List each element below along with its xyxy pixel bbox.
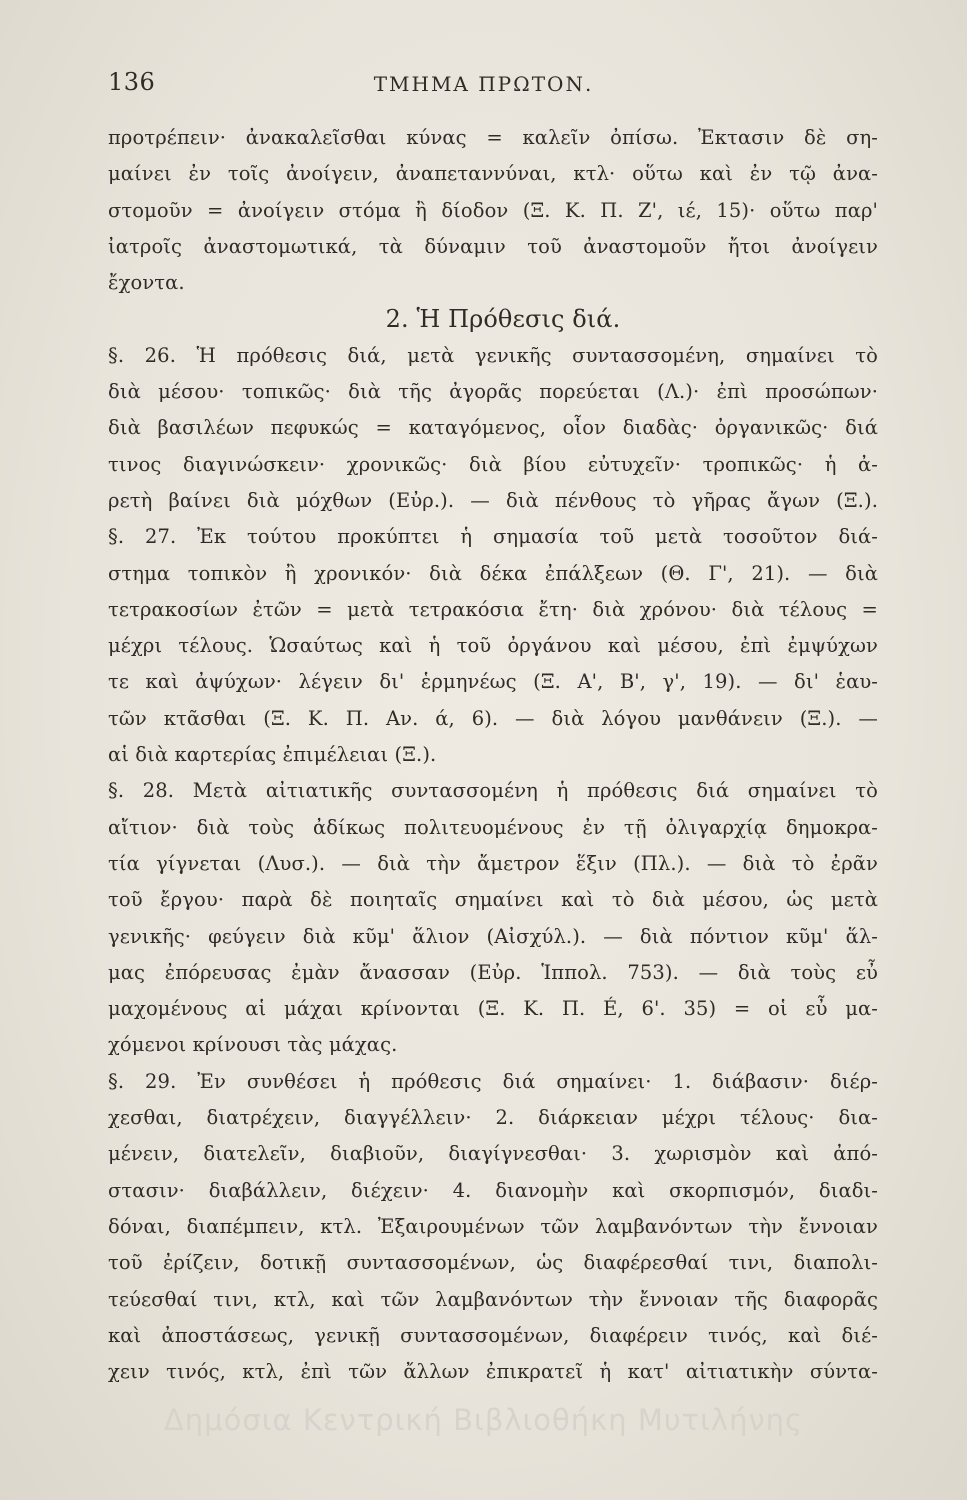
- text-line: ρετὴ βαίνει διὰ μόχθων (Εὐρ.). — διὰ πένθους τὸ γῆρας ἄγων (Ξ.).: [108, 488, 878, 512]
- text-line: ἔχοντα.: [108, 271, 185, 295]
- text-line: καὶ ἀποστάσεως, γενικῇ συντασσομένων, διαφέρειν τινός, καὶ διέ-: [108, 1323, 878, 1347]
- text-line: τετρακοσίων ἐτῶν = μετὰ τετρακόσια ἔτη· διὰ χρόνου· διὰ τέλους =: [108, 597, 878, 621]
- text-line: τοῦ ἐρίζειν, δοτικῇ συντασσομένων, ὡς διαφέρεσθαί τινι, διαπολι-: [108, 1251, 878, 1275]
- text-line: μένειν, διατελεῖν, διαβιοῦν, διαγίγνεσθαι· 3. χωρισμὸν καὶ ἀπό-: [108, 1142, 878, 1166]
- text-line: διὰ βασιλέων πεφυκώς = καταγόμενος, οἷον διαδὰς· ὀργανικῶς· διά: [108, 416, 878, 440]
- text-line: στομοῦν = ἀνοίγειν στόμα ἢ δίοδον (Ξ. Κ. Π. Ζ', ιέ, 15)· οὕτω παρ': [108, 198, 878, 222]
- text-line: μαίνει ἐν τοῖς ἀνοίγειν, ἀναπεταννύναι, κτλ· οὕτω καὶ ἐν τῷ ἀνα-: [108, 162, 878, 186]
- text-line: μας ἐπόρευσας ἐμὰν ἄνασσαν (Εὐρ. Ἱππολ. 753). — διὰ τοὺς εὖ: [108, 960, 878, 984]
- text-line: τεύεσθαί τινι, κτλ, καὶ τῶν λαμβανόντων τὴν ἔννοιαν τῆς διαφορᾶς: [108, 1287, 878, 1311]
- text-line: δόναι, διαπέμπειν, κτλ. Ἐξαιρουμένων τῶν λαμβανόντων τὴν ἔννοιαν: [108, 1214, 878, 1238]
- text-line: τε καὶ ἀψύχων· λέγειν δι' ἑρμηνέως (Ξ. Α', Β', γ', 19). — δι' ἑαυ-: [108, 670, 878, 694]
- text-line: γενικῆς· φεύγειν διὰ κῦμ' ἅλιον (Αἰσχύλ.). — διὰ πόντιον κῦμ' ἅλ-: [108, 924, 878, 948]
- text-line: ἰατροῖς ἀναστομωτικά, τὰ δύναμιν τοῦ ἀναστομοῦν ἤτοι ἀνοίγειν: [108, 234, 878, 258]
- text-line: αἱ διὰ καρτερίας ἐπιμέλειαι (Ξ.).: [108, 743, 437, 767]
- text-line: χειν τινός, κτλ, ἐπὶ τῶν ἄλλων ἐπικρατεῖ ἡ κατ' αἰτιατικὴν σύντα-: [108, 1360, 878, 1384]
- text-line: §. 28. Μετὰ αἰτιατικῆς συντασσομένη ἡ πρόθεσις διά σημαίνει τὸ: [108, 779, 878, 803]
- body-text: [108, 120, 878, 1390]
- text-line: τία γίγνεται (Λυσ.). — διὰ τὴν ἄμετρον ἕξιν (Πλ.). — διὰ τὸ ἐρᾶν: [108, 851, 878, 875]
- page-header: [0, 68, 967, 108]
- text-line: στημα τοπικὸν ἢ χρονικόν· διὰ δέκα ἐπάλξεων (Θ. Γ', 21). — διὰ: [108, 561, 878, 585]
- page-number: 136: [108, 68, 156, 96]
- text-line: §. 26. Ἡ πρόθεσις διά, μετὰ γενικῆς συντασσομένη, σημαίνει τὸ: [108, 343, 878, 367]
- text-line: αἴτιον· διὰ τοὺς ἀδίκως πολιτευομένους ἐν τῇ ὀλιγαρχίᾳ δημοκρα-: [108, 815, 878, 839]
- text-line: τοῦ ἔργου· παρὰ δὲ ποιηταῖς σημαίνει καὶ τὸ διὰ μέσου, ὡς μετὰ: [108, 888, 878, 912]
- text-line: χόμενοι κρίνουσι τὰς μάχας.: [108, 1033, 398, 1057]
- text-line: διὰ μέσου· τοπικῶς· διὰ τῆς ἀγορᾶς πορεύεται (Λ.)· ἐπὶ προσώπων·: [108, 380, 878, 404]
- text-line: χεσθαι, διατρέχειν, διαγγέλλειν· 2. διάρκειαν μέχρι τέλους· δια-: [108, 1106, 878, 1130]
- text-line: §. 29. Ἐν συνθέσει ἡ πρόθεσις διά σημαίνει· 1. διάβασιν· διέρ-: [108, 1069, 878, 1093]
- text-line: προτρέπειν· ἀνακαλεῖσθαι κύνας = καλεῖν ὀπίσω. Ἐκτασιν δὲ ση-: [108, 126, 878, 149]
- text-line: μαχομένους αἱ μάχαι κρίνονται (Ξ. Κ. Π. É, 6'. 35) = οἱ εὖ μα-: [108, 997, 878, 1021]
- text-line: μέχρι τέλους. Ὡσαύτως καὶ ἡ τοῦ ὀργάνου καὶ μέσου, ἐπὶ ἐμψύχων: [108, 634, 878, 658]
- text-line: τῶν κτᾶσθαι (Ξ. Κ. Π. Αν. ά, 6). — διὰ λόγου μανθάνειν (Ξ.). —: [108, 706, 878, 730]
- text-line: τινος διαγινώσκειν· χρονικῶς· διὰ βίου εὐτυχεῖν· τροπικῶς· ἡ ἀ-: [108, 452, 878, 476]
- text-line: §. 27. Ἐκ τούτου προκύπτει ἡ σημασία τοῦ μετὰ τοσοῦτον διά-: [108, 525, 878, 549]
- section-heading: 2. Ἡ Πρόθεσις διά.: [385, 305, 621, 334]
- running-head: ΤΜΗΜΑ ΠΡΩΤΟΝ.: [373, 72, 594, 96]
- library-watermark: Δημόσια Κεντρική Βιβλιοθήκη Μυτιλήνης: [163, 1403, 804, 1437]
- text-line: στασιν· διαβάλλειν, διέχειν· 4. διανομὴν καὶ σκορπισμόν, διαδι-: [108, 1178, 878, 1202]
